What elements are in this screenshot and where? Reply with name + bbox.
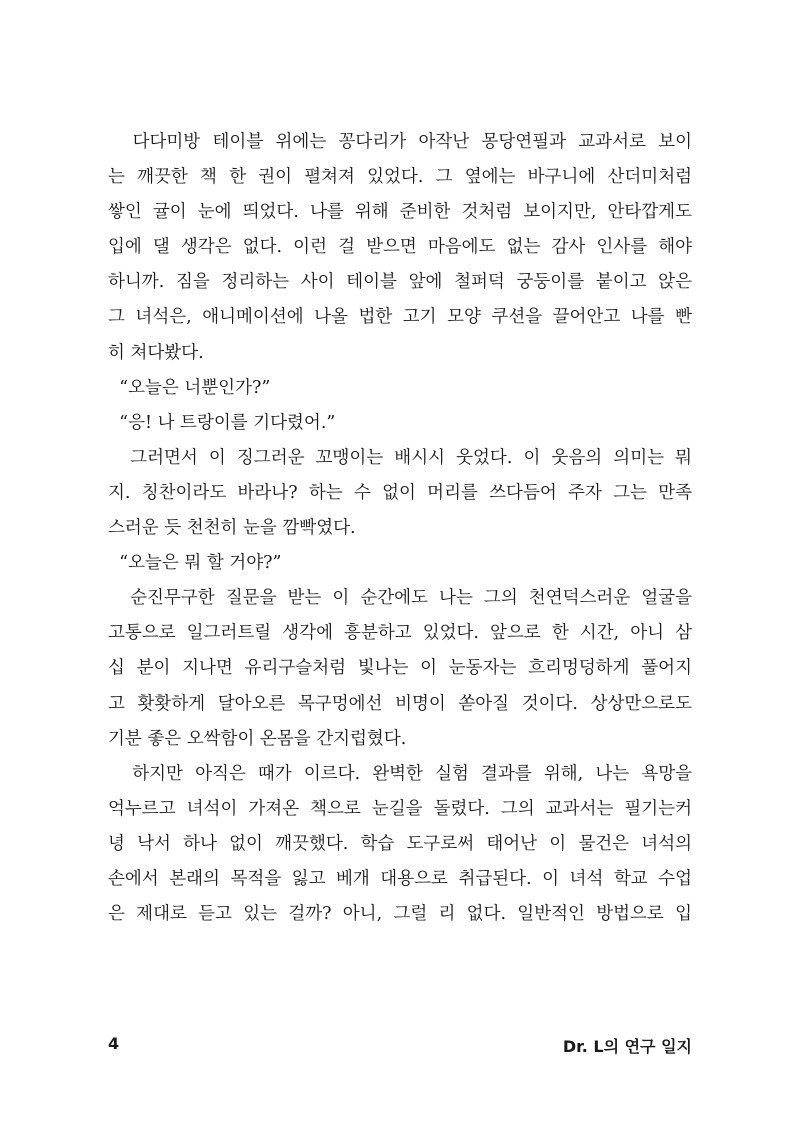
page-footer [108, 1034, 692, 1058]
text-line: 그러면서 이 징그러운 꼬맹이는 배시시 웃었다. 이 웃음의 의미는 뭐 [108, 447, 692, 468]
text-line: 그 녀석은, 애니메이션에 나올 법한 고기 모양 쿠션을 끌어안고 나를 빤 [108, 307, 692, 328]
text-line: 녕 낙서 하나 없이 깨끗했다. 학습 도구로써 태어난 이 물건은 녀석의 [108, 833, 692, 854]
text-line: 기분 좋은 오싹함이 온몸을 간지럽혔다. [108, 728, 407, 749]
text-line: 히 쳐다봤다. [108, 342, 204, 363]
text-line: 스러운 듯 천천히 눈을 깜빡였다. [108, 518, 356, 539]
body-text [108, 125, 692, 932]
text-line: 은 제대로 듣고 있는 걸까? 아니, 그럴 리 없다. 일반적인 방법으로 입 [108, 904, 692, 925]
text-line: 는 깨끗한 책 한 권이 펼쳐져 있었다. 그 옆에는 바구니에 산더미처럼 [108, 167, 692, 188]
text-line: “오늘은 너뿐인가?” [108, 377, 271, 398]
text-line: 쌓인 귤이 눈에 띄었다. 나를 위해 준비한 것처럼 보이지만, 안타깝게도 [108, 202, 692, 223]
running-title: Dr. L의 연구 일지 [562, 1037, 692, 1056]
text-line: 입에 댈 생각은 없다. 이런 걸 받으면 마음에도 없는 감사 인사를 해야 [108, 237, 692, 258]
text-line: “오늘은 뭐 할 거야?” [108, 553, 282, 574]
text-line: 손에서 본래의 목적을 잃고 베개 대용으로 취급된다. 이 녀석 학교 수업 [108, 868, 692, 889]
text-line: 고 홧홧하게 달아오른 목구멍에선 비명이 쏟아질 것이다. 상상만으로도 [108, 693, 692, 714]
text-line: 다다미방 테이블 위에는 꽁다리가 아작난 몽당연필과 교과서로 보이 [108, 132, 692, 152]
text-line: 하지만 아직은 때가 이르다. 완벽한 실험 결과를 위해, 나는 욕망을 [108, 763, 692, 784]
text-line: “응! 나 트랑이를 기다렸어.” [108, 412, 336, 433]
text-line: 하니까. 짐을 정리하는 사이 테이블 앞에 철퍼덕 궁둥이를 붙이고 앉은 [108, 272, 692, 293]
page-number: 4 [108, 1034, 120, 1053]
text-line: 순진무구한 질문을 받는 이 순간에도 나는 그의 천연덕스러운 얼굴을 [108, 588, 692, 609]
text-line: 십 분이 지나면 유리구슬처럼 빛나는 이 눈동자는 흐리멍덩하게 풀어지 [108, 658, 692, 679]
text-line: 지. 칭찬이라도 바라나? 하는 수 없이 머리를 쓰다듬어 주자 그는 만족 [108, 482, 692, 503]
text-line: 고통으로 일그러트릴 생각에 흥분하고 있었다. 앞으로 한 시간, 아니 삼 [108, 623, 692, 644]
text-line: 억누르고 녀석이 가져온 책으로 눈길을 돌렸다. 그의 교과서는 필기는커 [108, 798, 692, 819]
